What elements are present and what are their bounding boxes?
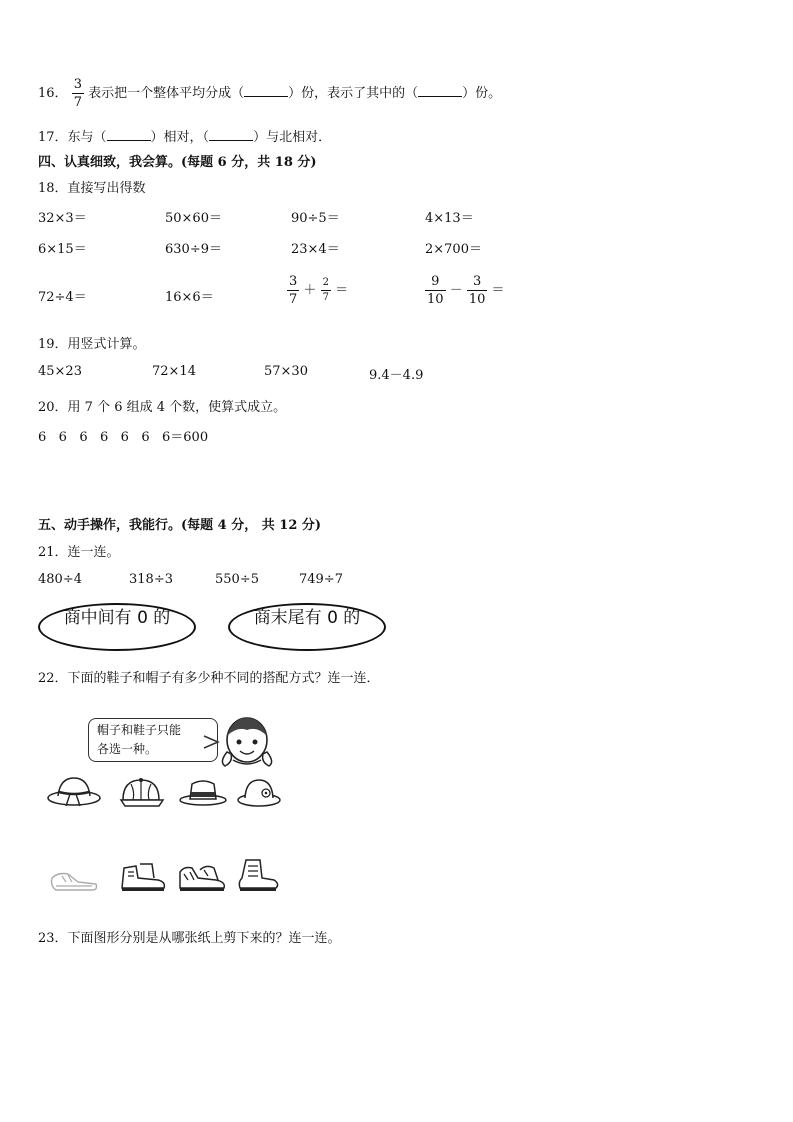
fraction-3-7	[72, 78, 84, 109]
calc-item: 630÷9＝	[165, 242, 222, 257]
flower-hat-icon[interactable]	[236, 776, 282, 810]
fedora-hat-icon[interactable]	[178, 776, 228, 810]
bubble-line: 各选一种。	[97, 742, 158, 756]
division-item[interactable]: 550÷5	[215, 572, 259, 587]
fraction-denominator: 10	[468, 292, 486, 307]
operator: －	[449, 283, 463, 298]
bubble-line: 帽子和鞋子只能	[97, 723, 182, 737]
fraction-numerator: 3	[289, 274, 298, 289]
question-text: 表示把一个整体平均分成（	[88, 86, 245, 101]
question-text: ）份。	[462, 86, 502, 101]
question-20-expression: 6 6 6 6 6 6 6＝600	[38, 430, 209, 445]
question-text: ）与北相对．	[253, 130, 332, 145]
question-20-title: 20．用 7 个 6 组成 4 个数，使算式成立。	[38, 400, 287, 415]
question-23-title: 23．下面图形分别是从哪张纸上剪下来的？连一连。	[38, 931, 341, 946]
question-18-title: 18．直接写出得数	[38, 181, 146, 196]
high-top-shoe-icon[interactable]	[236, 858, 280, 894]
section-heading-4: 四、认真细致，我会算。(每题 6 分，共 18 分)	[38, 155, 317, 170]
calc-item: 72÷4＝	[38, 290, 87, 305]
division-item[interactable]: 318÷3	[129, 572, 173, 587]
question-16	[38, 78, 501, 109]
fraction-denominator: 7	[73, 95, 82, 110]
section-heading-5: 五、动手操作，我能行。(每题 4 分， 共 12 分)	[38, 518, 322, 533]
fraction-difference-item	[425, 275, 505, 306]
fraction-denominator: 7	[289, 292, 298, 307]
fraction	[467, 275, 488, 306]
fraction-denominator: 7	[322, 292, 329, 303]
fraction-numerator: 2	[322, 277, 329, 288]
calc-item: 6×15＝	[38, 242, 87, 257]
ellipse-label: 商末尾有 0 的	[253, 608, 361, 628]
question-19-title: 19．用竖式计算。	[38, 337, 146, 352]
vertical-calc-item: 45×23	[38, 364, 82, 379]
equals-sign: ＝	[491, 283, 505, 298]
boot-icon[interactable]	[118, 860, 170, 894]
division-item[interactable]: 749÷7	[299, 572, 343, 587]
calc-item: 23×4＝	[291, 242, 340, 257]
fraction	[425, 275, 446, 306]
girl-avatar-icon	[217, 712, 277, 768]
fraction-numerator: 3	[472, 274, 482, 289]
cap-icon[interactable]	[119, 776, 165, 810]
division-item[interactable]: 480÷4	[38, 572, 82, 587]
sneaker-icon[interactable]	[48, 864, 100, 894]
ellipse-end-zero[interactable]	[228, 603, 386, 651]
answer-blank[interactable]	[209, 130, 253, 141]
fraction	[321, 278, 331, 303]
ellipse-label: 商中间有 0 的	[63, 608, 171, 628]
calc-item: 4×13＝	[425, 211, 474, 226]
speech-bubble	[88, 718, 218, 762]
answer-blank[interactable]	[244, 86, 288, 97]
calc-item: 90÷5＝	[291, 211, 340, 226]
fraction-denominator: 10	[427, 292, 444, 307]
question-22-title: 22．下面的鞋子和帽子有多少种不同的搭配方式？连一连．	[38, 671, 380, 686]
hiking-shoe-icon[interactable]	[176, 860, 230, 894]
fraction	[287, 275, 299, 306]
hat-icon-wide-brim[interactable]	[46, 776, 102, 810]
question-21-title: 21．连一连。	[38, 545, 120, 560]
question-text: ）相对，（	[150, 130, 210, 145]
equals-sign: ＝	[335, 283, 349, 298]
question-17	[38, 126, 331, 145]
calc-item: 16×6＝	[165, 290, 214, 305]
calc-item: 50×60＝	[165, 211, 222, 226]
vertical-calc-item: 9.4－4.9	[369, 368, 424, 383]
question-number: 16．	[38, 86, 68, 101]
answer-blank[interactable]	[107, 130, 151, 141]
calc-item: 32×3＝	[38, 211, 87, 226]
fraction-numerator: 9	[431, 274, 440, 289]
vertical-calc-item: 72×14	[152, 364, 196, 379]
vertical-calc-item: 57×30	[264, 364, 308, 379]
answer-blank[interactable]	[418, 86, 462, 97]
question-text: ）份，表示了其中的（	[288, 86, 419, 101]
fraction-numerator: 3	[73, 77, 82, 92]
ellipse-middle-zero[interactable]	[38, 603, 196, 651]
question-text: 17．东与（	[38, 130, 107, 145]
operator: ＋	[303, 283, 317, 298]
fraction-sum-item	[287, 275, 348, 306]
calc-item: 2×700＝	[425, 242, 482, 257]
